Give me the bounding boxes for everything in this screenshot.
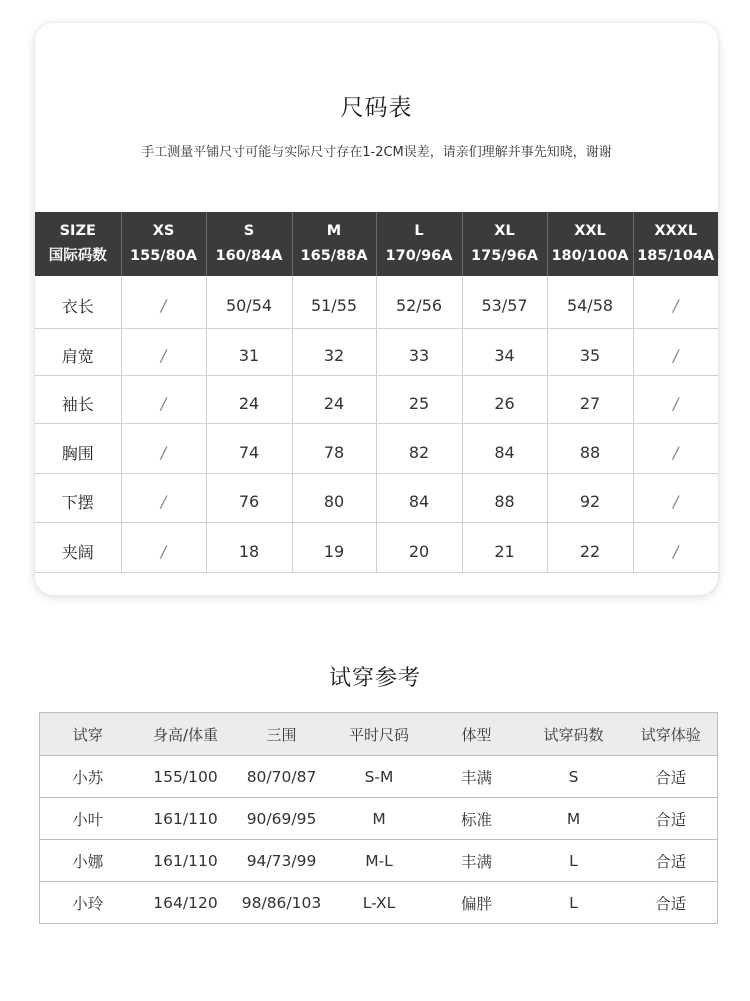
size-column-header <box>462 212 547 276</box>
try-on-cell: 小叶 <box>40 798 136 840</box>
try-on-column-header: 试穿码数 <box>523 713 625 756</box>
try-on-cell: L-XL <box>328 882 431 924</box>
try-on-cell: 90/69/95 <box>236 798 328 840</box>
size-code: L <box>414 223 424 239</box>
try-on-cell: 丰满 <box>431 840 523 882</box>
try-on-cell: 偏胖 <box>431 882 523 924</box>
try-on-cell: 98/86/103 <box>236 882 328 924</box>
try-on-cell: M <box>328 798 431 840</box>
measurement-value: 74 <box>206 423 292 473</box>
size-intl: 155/80A <box>130 248 197 264</box>
measurement-value: / <box>633 375 718 423</box>
measurement-value: / <box>633 522 718 572</box>
try-on-column-header: 试穿体验 <box>625 713 718 756</box>
measurement-value: 20 <box>376 522 462 572</box>
measurement-value: 25 <box>376 375 462 423</box>
header-size-label: SIZE <box>59 223 96 239</box>
measurement-row <box>35 276 718 328</box>
measurement-value: 88 <box>547 423 633 473</box>
size-intl: 180/100A <box>551 248 629 264</box>
measurement-note: 手工测量平铺尺寸可能与实际尺寸存在1-2CM误差，请亲们理解并事先知晓，谢谢 <box>141 145 612 160</box>
measurement-value: 76 <box>206 473 292 522</box>
measurement-value: 24 <box>292 375 376 423</box>
try-on-cell: 161/110 <box>136 798 236 840</box>
try-on-cell: S <box>523 756 625 798</box>
measurement-value: 27 <box>547 375 633 423</box>
size-column-header <box>292 212 376 276</box>
size-table <box>35 212 718 573</box>
try-on-column-header: 三围 <box>236 713 328 756</box>
measurement-value: 53/57 <box>462 276 547 328</box>
try-on-cell: 丰满 <box>431 756 523 798</box>
size-code: S <box>243 223 255 239</box>
size-header-label <box>35 212 121 276</box>
try-on-table <box>39 712 718 924</box>
size-column-header <box>121 212 206 276</box>
measurement-value: 33 <box>376 328 462 375</box>
measurement-row <box>35 423 718 473</box>
size-code: XXXL <box>654 223 698 239</box>
measurement-label: 袖长 <box>35 375 121 423</box>
measurement-value: 84 <box>376 473 462 522</box>
measurement-label: 肩宽 <box>35 328 121 375</box>
measurement-value: / <box>121 328 206 375</box>
size-column-header <box>376 212 462 276</box>
size-header-row <box>35 212 718 276</box>
measurement-value: 35 <box>547 328 633 375</box>
try-on-cell: 小娜 <box>40 840 136 882</box>
measurement-value: 31 <box>206 328 292 375</box>
measurement-value: 21 <box>462 522 547 572</box>
size-code: M <box>326 223 342 239</box>
size-column-header <box>633 212 718 276</box>
size-code: XS <box>152 223 175 239</box>
measurement-row <box>35 522 718 572</box>
size-intl: 185/104A <box>637 248 715 264</box>
try-on-cell: 合适 <box>625 798 718 840</box>
try-on-cell: 94/73/99 <box>236 840 328 882</box>
measurement-value: / <box>633 328 718 375</box>
try-on-cell: 80/70/87 <box>236 756 328 798</box>
size-intl: 175/96A <box>471 248 538 264</box>
measurement-value: 51/55 <box>292 276 376 328</box>
measurement-row <box>35 473 718 522</box>
measurement-value: 54/58 <box>547 276 633 328</box>
try-on-cell: 合适 <box>625 756 718 798</box>
measurement-value: 92 <box>547 473 633 522</box>
measurement-value: 19 <box>292 522 376 572</box>
size-intl: 165/88A <box>300 248 368 264</box>
try-on-cell: M-L <box>328 840 431 882</box>
measurement-value: 88 <box>462 473 547 522</box>
measurement-label: 下摆 <box>35 473 121 522</box>
try-on-header-row <box>40 713 718 756</box>
try-on-column-header: 试穿 <box>40 713 136 756</box>
try-on-title: 试穿参考 <box>328 666 421 691</box>
try-on-cell: 合适 <box>625 882 718 924</box>
measurement-label: 夹阔 <box>35 522 121 572</box>
try-on-row <box>40 882 718 924</box>
try-on-row <box>40 840 718 882</box>
try-on-cell: L <box>523 840 625 882</box>
size-chart-title: 尺码表 <box>340 95 413 121</box>
try-on-cell: 155/100 <box>136 756 236 798</box>
try-on-cell: M <box>523 798 625 840</box>
measurement-value: 52/56 <box>376 276 462 328</box>
size-intl: 170/96A <box>385 248 453 264</box>
measurement-label: 衣长 <box>35 276 121 328</box>
measurement-value: / <box>121 473 206 522</box>
measurement-value: 24 <box>206 375 292 423</box>
try-on-cell: 标准 <box>431 798 523 840</box>
measurement-value: / <box>121 375 206 423</box>
size-code: XL <box>494 223 515 239</box>
measurement-label: 胸围 <box>35 423 121 473</box>
size-column-header <box>206 212 292 276</box>
measurement-value: / <box>121 522 206 572</box>
measurement-row <box>35 328 718 375</box>
header-intl-label: 国际码数 <box>48 248 107 264</box>
size-code: XXL <box>574 223 606 239</box>
measurement-row <box>35 375 718 423</box>
size-column-header <box>547 212 633 276</box>
measurement-value: 84 <box>462 423 547 473</box>
try-on-column-header: 体型 <box>431 713 523 756</box>
measurement-value: 32 <box>292 328 376 375</box>
try-on-row <box>40 798 718 840</box>
measurement-value: 34 <box>462 328 547 375</box>
size-chart-card <box>35 23 718 595</box>
try-on-cell: 164/120 <box>136 882 236 924</box>
try-on-column-header: 身高/体重 <box>136 713 236 756</box>
try-on-cell: 161/110 <box>136 840 236 882</box>
measurement-value: 22 <box>547 522 633 572</box>
measurement-value: / <box>633 423 718 473</box>
try-on-cell: 小玲 <box>40 882 136 924</box>
measurement-value: 26 <box>462 375 547 423</box>
try-on-cell: 合适 <box>625 840 718 882</box>
measurement-value: / <box>633 276 718 328</box>
size-intl: 160/84A <box>215 248 283 264</box>
measurement-value: 18 <box>206 522 292 572</box>
try-on-cell: L <box>523 882 625 924</box>
measurement-value: / <box>633 473 718 522</box>
measurement-value: / <box>121 423 206 473</box>
try-on-column-header: 平时尺码 <box>328 713 431 756</box>
try-on-row <box>40 756 718 798</box>
try-on-cell: 小苏 <box>40 756 136 798</box>
try-on-cell: S-M <box>328 756 431 798</box>
measurement-value: 78 <box>292 423 376 473</box>
measurement-value: 80 <box>292 473 376 522</box>
measurement-value: 82 <box>376 423 462 473</box>
measurement-value: 50/54 <box>206 276 292 328</box>
measurement-value: / <box>121 276 206 328</box>
